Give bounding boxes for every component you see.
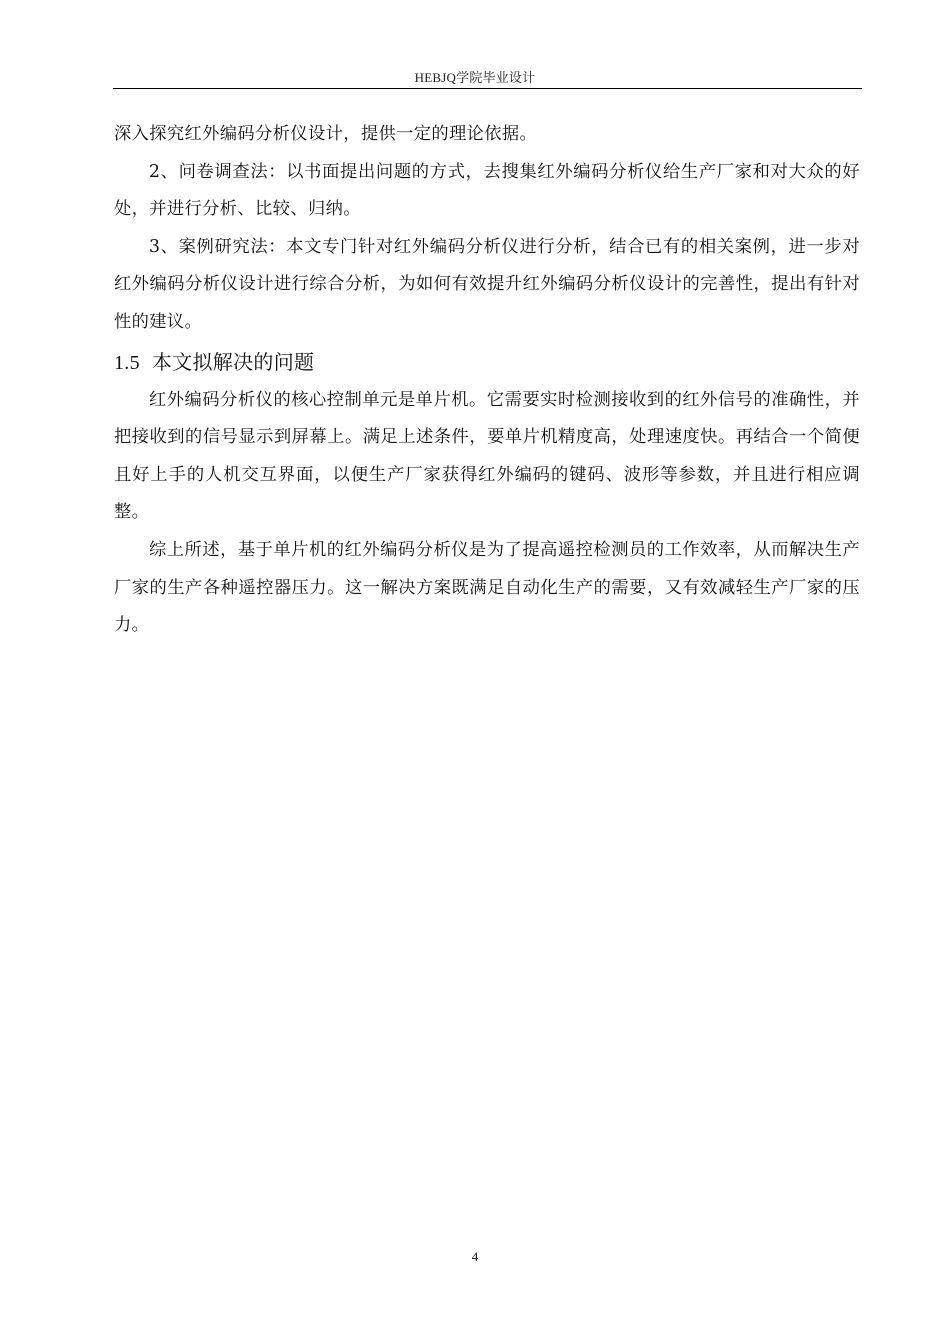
document-body [114, 116, 860, 645]
paragraph-continuation: 深入探究红外编码分析仪设计，提供一定的理论依据。 [114, 124, 538, 144]
header-divider [113, 88, 862, 89]
paragraph-questionnaire-method: 2、问卷调查法：以书面提出问题的方式，去搜集红外编码分析仪给生产厂家和对大众的好处，并进行分析、比较、归纳。 [114, 161, 860, 220]
paragraph-summary: 综上所述，基于单片机的红外编码分析仪是为了提高遥控检测员的工作效率，从而解决生产厂家的生产各种遥控器压力。这一解决方案既满足自动化生产的需要，又有效减轻生产厂家的压力。 [114, 539, 860, 636]
page-number: 4 [471, 1249, 479, 1264]
paragraph-case-study-method: 3、案例研究法：本文专门针对红外编码分析仪进行分析，结合已有的相关案例，进一步对红外编码分析仪设计进行综合分析，为如何有效提升红外编码分析仪设计的完善性，提出有针对性的建议。 [114, 236, 860, 332]
section-title: 本文拟解决的问题 [151, 349, 315, 374]
paragraph-core-control: 红外编码分析仪的核心控制单元是单片机。它需要实时检测接收到的红外信号的准确性，并把接收到的信号显示到屏幕上。满足上述条件，要单片机精度高，处理速度快。再结合一个简便且好上手的人机交互界面，以便生产厂家获得红外编码的键码、波形等参数，并且进行相应调整。 [114, 389, 860, 523]
section-number: 1.5 [114, 351, 140, 374]
page-header-title: HEBJQ学院毕业设计 [414, 70, 536, 85]
section-heading [114, 342, 860, 382]
